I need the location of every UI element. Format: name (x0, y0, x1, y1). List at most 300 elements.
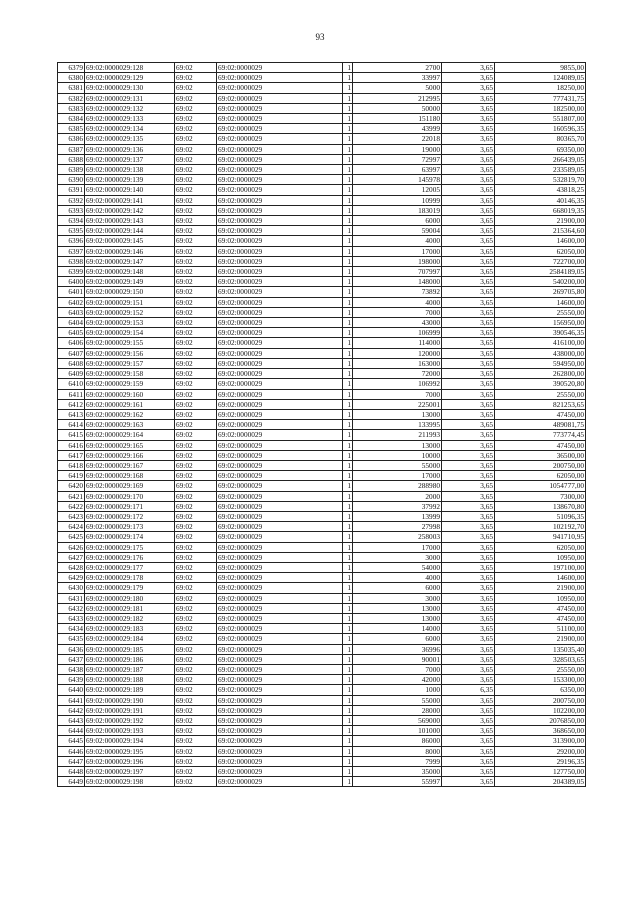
count-cell: 1 (343, 63, 353, 73)
table-row (58, 267, 586, 277)
count-cell: 1 (343, 277, 353, 287)
cadastral-number-cell: 69:02:0000029:163 (85, 420, 175, 430)
cadastral-number-cell: 69:02:0000029:172 (85, 511, 175, 521)
district-cell: 69:02 (175, 511, 217, 521)
rate-cell: 3,65 (442, 644, 495, 654)
cadastral-number-cell: 69:02:0000029:197 (85, 767, 175, 777)
area-cell: 12005 (353, 185, 442, 195)
sum-cell: 47450,00 (495, 603, 586, 613)
rate-cell: 3,65 (442, 165, 495, 175)
sum-cell: 182500,00 (495, 103, 586, 113)
cadastral-number-cell: 69:02:0000029:194 (85, 736, 175, 746)
rate-cell: 3,65 (442, 236, 495, 246)
row-number-cell: 6396 (58, 236, 85, 246)
area-cell: 17000 (353, 542, 442, 552)
row-number-cell: 6433 (58, 613, 85, 623)
rate-cell: 3,65 (442, 522, 495, 532)
sum-cell: 532819,70 (495, 175, 586, 185)
row-number-cell: 6437 (58, 654, 85, 664)
cadastral-number-cell: 69:02:0000029:149 (85, 277, 175, 287)
row-number-cell: 6403 (58, 307, 85, 317)
cadastral-number-cell: 69:02:0000029:173 (85, 522, 175, 532)
cadastral-number-cell: 69:02:0000029:154 (85, 328, 175, 338)
row-number-cell: 6445 (58, 736, 85, 746)
cadastral-number-cell: 69:02:0000029:185 (85, 644, 175, 654)
count-cell: 1 (343, 73, 353, 83)
row-number-cell: 6397 (58, 246, 85, 256)
cadastral-number-cell: 69:02:0000029:134 (85, 124, 175, 134)
row-number-cell: 6424 (58, 522, 85, 532)
district-cell: 69:02 (175, 246, 217, 256)
cadastral-number-cell: 69:02:0000029:187 (85, 664, 175, 674)
sum-cell: 102200,00 (495, 705, 586, 715)
rate-cell: 3,65 (442, 277, 495, 287)
sum-cell: 266439,05 (495, 154, 586, 164)
count-cell: 1 (343, 318, 353, 328)
count-cell: 1 (343, 338, 353, 348)
table-row (58, 348, 586, 358)
row-number-cell: 6448 (58, 767, 85, 777)
area-cell: 90001 (353, 654, 442, 664)
sum-cell: 416100,00 (495, 338, 586, 348)
table-row (58, 358, 586, 368)
table-row (58, 154, 586, 164)
row-number-cell: 6414 (58, 420, 85, 430)
cadastral-number-cell: 69:02:0000029:157 (85, 358, 175, 368)
row-number-cell: 6441 (58, 695, 85, 705)
block-cell: 69:02:0000029 (217, 226, 343, 236)
block-cell: 69:02:0000029 (217, 481, 343, 491)
table-row (58, 399, 586, 409)
area-cell: 198000 (353, 256, 442, 266)
row-number-cell: 6446 (58, 746, 85, 756)
cadastral-number-cell: 69:02:0000029:186 (85, 654, 175, 664)
cadastral-number-cell: 69:02:0000029:181 (85, 603, 175, 613)
block-cell: 69:02:0000029 (217, 726, 343, 736)
table-row (58, 440, 586, 450)
sum-cell: 29200,00 (495, 746, 586, 756)
district-cell: 69:02 (175, 277, 217, 287)
area-cell: 7999 (353, 756, 442, 766)
area-cell: 17000 (353, 246, 442, 256)
area-cell: 114000 (353, 338, 442, 348)
area-cell: 5000 (353, 83, 442, 93)
district-cell: 69:02 (175, 114, 217, 124)
sum-cell: 10950,00 (495, 593, 586, 603)
cadastral-number-cell: 69:02:0000029:144 (85, 226, 175, 236)
cadastral-number-cell: 69:02:0000029:142 (85, 205, 175, 215)
district-cell: 69:02 (175, 267, 217, 277)
row-number-cell: 6422 (58, 501, 85, 511)
row-number-cell: 6431 (58, 593, 85, 603)
sum-cell: 204389,05 (495, 777, 586, 787)
district-cell: 69:02 (175, 93, 217, 103)
count-cell: 1 (343, 420, 353, 430)
area-cell: 8000 (353, 746, 442, 756)
cadastral-number-cell: 69:02:0000029:130 (85, 83, 175, 93)
count-cell: 1 (343, 716, 353, 726)
cadastral-number-cell: 69:02:0000029:170 (85, 491, 175, 501)
rate-cell: 3,65 (442, 603, 495, 613)
cadastral-number-cell: 69:02:0000029:133 (85, 114, 175, 124)
table-row (58, 134, 586, 144)
table-row (58, 226, 586, 236)
rate-cell: 3,65 (442, 287, 495, 297)
count-cell: 1 (343, 624, 353, 634)
sum-cell: 368650,00 (495, 726, 586, 736)
cadastral-number-cell: 69:02:0000029:175 (85, 542, 175, 552)
district-cell: 69:02 (175, 573, 217, 583)
block-cell: 69:02:0000029 (217, 83, 343, 93)
area-cell: 86000 (353, 736, 442, 746)
row-number-cell: 6442 (58, 705, 85, 715)
area-cell: 569000 (353, 716, 442, 726)
block-cell: 69:02:0000029 (217, 522, 343, 532)
area-cell: 145978 (353, 175, 442, 185)
block-cell: 69:02:0000029 (217, 73, 343, 83)
block-cell: 69:02:0000029 (217, 491, 343, 501)
district-cell: 69:02 (175, 644, 217, 654)
table-row (58, 450, 586, 460)
cadastral-number-cell: 69:02:0000029:129 (85, 73, 175, 83)
row-number-cell: 6425 (58, 532, 85, 542)
area-cell: 2000 (353, 491, 442, 501)
count-cell: 1 (343, 736, 353, 746)
district-cell: 69:02 (175, 634, 217, 644)
block-cell: 69:02:0000029 (217, 603, 343, 613)
table-row (58, 103, 586, 113)
table-row (58, 552, 586, 562)
count-cell: 1 (343, 103, 353, 113)
table-row (58, 716, 586, 726)
rate-cell: 3,65 (442, 318, 495, 328)
block-cell: 69:02:0000029 (217, 705, 343, 715)
count-cell: 1 (343, 491, 353, 501)
row-number-cell: 6383 (58, 103, 85, 113)
count-cell: 1 (343, 297, 353, 307)
district-cell: 69:02 (175, 175, 217, 185)
table-row (58, 205, 586, 215)
district-cell: 69:02 (175, 450, 217, 460)
count-cell: 1 (343, 165, 353, 175)
area-cell: 54000 (353, 562, 442, 572)
row-number-cell: 6434 (58, 624, 85, 634)
row-number-cell: 6408 (58, 358, 85, 368)
row-number-cell: 6440 (58, 685, 85, 695)
block-cell: 69:02:0000029 (217, 307, 343, 317)
rate-cell: 3,65 (442, 307, 495, 317)
block-cell: 69:02:0000029 (217, 277, 343, 287)
count-cell: 1 (343, 348, 353, 358)
table-row (58, 460, 586, 470)
count-cell: 1 (343, 114, 353, 124)
table-row (58, 695, 586, 705)
sum-cell: 821253,65 (495, 399, 586, 409)
district-cell: 69:02 (175, 767, 217, 777)
row-number-cell: 6381 (58, 83, 85, 93)
area-cell: 133995 (353, 420, 442, 430)
block-cell: 69:02:0000029 (217, 685, 343, 695)
row-number-cell: 6404 (58, 318, 85, 328)
rate-cell: 3,65 (442, 73, 495, 83)
table-row (58, 63, 586, 73)
block-cell: 69:02:0000029 (217, 358, 343, 368)
district-cell: 69:02 (175, 144, 217, 154)
rate-cell: 3,65 (442, 695, 495, 705)
district-cell: 69:02 (175, 440, 217, 450)
rate-cell: 6,35 (442, 685, 495, 695)
row-number-cell: 6429 (58, 573, 85, 583)
district-cell: 69:02 (175, 552, 217, 562)
rate-cell: 3,65 (442, 338, 495, 348)
district-cell: 69:02 (175, 501, 217, 511)
rate-cell: 3,65 (442, 532, 495, 542)
row-number-cell: 6400 (58, 277, 85, 287)
block-cell: 69:02:0000029 (217, 175, 343, 185)
table-row (58, 236, 586, 246)
block-cell: 69:02:0000029 (217, 185, 343, 195)
count-cell: 1 (343, 216, 353, 226)
table-row (58, 83, 586, 93)
rate-cell: 3,65 (442, 409, 495, 419)
block-cell: 69:02:0000029 (217, 236, 343, 246)
sum-cell: 135035,40 (495, 644, 586, 654)
table-row (58, 195, 586, 205)
count-cell: 1 (343, 93, 353, 103)
row-number-cell: 6426 (58, 542, 85, 552)
area-cell: 4000 (353, 297, 442, 307)
rate-cell: 3,65 (442, 726, 495, 736)
row-number-cell: 6411 (58, 389, 85, 399)
table-row (58, 501, 586, 511)
row-number-cell: 6413 (58, 409, 85, 419)
rate-cell: 3,65 (442, 501, 495, 511)
rate-cell: 3,65 (442, 348, 495, 358)
row-number-cell: 6428 (58, 562, 85, 572)
cadastral-number-cell: 69:02:0000029:188 (85, 675, 175, 685)
sum-cell: 540200,00 (495, 277, 586, 287)
rate-cell: 3,65 (442, 583, 495, 593)
row-number-cell: 6435 (58, 634, 85, 644)
count-cell: 1 (343, 654, 353, 664)
district-cell: 69:02 (175, 103, 217, 113)
count-cell: 1 (343, 267, 353, 277)
row-number-cell: 6393 (58, 205, 85, 215)
table-row (58, 93, 586, 103)
table-row (58, 481, 586, 491)
district-cell: 69:02 (175, 746, 217, 756)
sum-cell: 200750,00 (495, 695, 586, 705)
count-cell: 1 (343, 369, 353, 379)
table-row (58, 756, 586, 766)
row-number-cell: 6379 (58, 63, 85, 73)
table-row (58, 522, 586, 532)
cadastral-number-cell: 69:02:0000029:168 (85, 471, 175, 481)
rate-cell: 3,65 (442, 379, 495, 389)
district-cell: 69:02 (175, 83, 217, 93)
count-cell: 1 (343, 767, 353, 777)
block-cell: 69:02:0000029 (217, 389, 343, 399)
block-cell: 69:02:0000029 (217, 63, 343, 73)
area-cell: 72000 (353, 369, 442, 379)
table-row (58, 767, 586, 777)
count-cell: 1 (343, 481, 353, 491)
block-cell: 69:02:0000029 (217, 216, 343, 226)
block-cell: 69:02:0000029 (217, 124, 343, 134)
district-cell: 69:02 (175, 256, 217, 266)
area-cell: 6000 (353, 634, 442, 644)
sum-cell: 25550,00 (495, 389, 586, 399)
row-number-cell: 6385 (58, 124, 85, 134)
area-cell: 120000 (353, 348, 442, 358)
district-cell: 69:02 (175, 481, 217, 491)
count-cell: 1 (343, 185, 353, 195)
count-cell: 1 (343, 307, 353, 317)
rate-cell: 3,65 (442, 297, 495, 307)
row-number-cell: 6406 (58, 338, 85, 348)
table-row (58, 634, 586, 644)
table-body (58, 63, 586, 787)
count-cell: 1 (343, 328, 353, 338)
block-cell: 69:02:0000029 (217, 450, 343, 460)
rate-cell: 3,65 (442, 767, 495, 777)
row-number-cell: 6392 (58, 195, 85, 205)
table-row (58, 746, 586, 756)
table-row (58, 573, 586, 583)
table-row (58, 409, 586, 419)
count-cell: 1 (343, 205, 353, 215)
area-cell: 27998 (353, 522, 442, 532)
cadastral-number-cell: 69:02:0000029:151 (85, 297, 175, 307)
block-cell: 69:02:0000029 (217, 471, 343, 481)
sum-cell: 51100,00 (495, 624, 586, 634)
block-cell: 69:02:0000029 (217, 256, 343, 266)
area-cell: 14000 (353, 624, 442, 634)
count-cell: 1 (343, 195, 353, 205)
rate-cell: 3,65 (442, 389, 495, 399)
row-number-cell: 6447 (58, 756, 85, 766)
count-cell: 1 (343, 511, 353, 521)
area-cell: 4000 (353, 236, 442, 246)
cadastral-number-cell: 69:02:0000029:182 (85, 613, 175, 623)
area-cell: 42000 (353, 675, 442, 685)
cadastral-number-cell: 69:02:0000029:198 (85, 777, 175, 787)
district-cell: 69:02 (175, 389, 217, 399)
block-cell: 69:02:0000029 (217, 379, 343, 389)
district-cell: 69:02 (175, 379, 217, 389)
row-number-cell: 6449 (58, 777, 85, 787)
row-number-cell: 6432 (58, 603, 85, 613)
sum-cell: 9855,00 (495, 63, 586, 73)
row-number-cell: 6430 (58, 583, 85, 593)
table-row (58, 532, 586, 542)
table-row (58, 277, 586, 287)
district-cell: 69:02 (175, 664, 217, 674)
rate-cell: 3,65 (442, 675, 495, 685)
cadastral-number-cell: 69:02:0000029:135 (85, 134, 175, 144)
cadastral-number-cell: 69:02:0000029:193 (85, 726, 175, 736)
rate-cell: 3,65 (442, 144, 495, 154)
rate-cell: 3,65 (442, 746, 495, 756)
table-row (58, 777, 586, 787)
area-cell: 3000 (353, 552, 442, 562)
rate-cell: 3,65 (442, 175, 495, 185)
area-cell: 13000 (353, 603, 442, 613)
rate-cell: 3,65 (442, 756, 495, 766)
table-row (58, 287, 586, 297)
count-cell: 1 (343, 695, 353, 705)
cadastral-number-cell: 69:02:0000029:152 (85, 307, 175, 317)
cadastral-number-cell: 69:02:0000029:171 (85, 501, 175, 511)
block-cell: 69:02:0000029 (217, 542, 343, 552)
district-cell: 69:02 (175, 369, 217, 379)
rate-cell: 3,65 (442, 736, 495, 746)
count-cell: 1 (343, 256, 353, 266)
district-cell: 69:02 (175, 124, 217, 134)
block-cell: 69:02:0000029 (217, 297, 343, 307)
row-number-cell: 6436 (58, 644, 85, 654)
row-number-cell: 6410 (58, 379, 85, 389)
block-cell: 69:02:0000029 (217, 736, 343, 746)
cadastral-number-cell: 69:02:0000029:141 (85, 195, 175, 205)
sum-cell: 62050,00 (495, 471, 586, 481)
sum-cell: 47450,00 (495, 440, 586, 450)
district-cell: 69:02 (175, 654, 217, 664)
sum-cell: 14600,00 (495, 573, 586, 583)
table-row (58, 338, 586, 348)
area-cell: 106999 (353, 328, 442, 338)
district-cell: 69:02 (175, 685, 217, 695)
area-cell: 13999 (353, 511, 442, 521)
count-cell: 1 (343, 83, 353, 93)
district-cell: 69:02 (175, 726, 217, 736)
row-number-cell: 6384 (58, 114, 85, 124)
area-cell: 13000 (353, 440, 442, 450)
table-row (58, 593, 586, 603)
count-cell: 1 (343, 246, 353, 256)
block-cell: 69:02:0000029 (217, 114, 343, 124)
count-cell: 1 (343, 501, 353, 511)
table-row (58, 654, 586, 664)
sum-cell: 10950,00 (495, 552, 586, 562)
district-cell: 69:02 (175, 471, 217, 481)
sum-cell: 62050,00 (495, 542, 586, 552)
row-number-cell: 6415 (58, 430, 85, 440)
sum-cell: 21900,00 (495, 583, 586, 593)
row-number-cell: 6399 (58, 267, 85, 277)
count-cell: 1 (343, 379, 353, 389)
rate-cell: 3,65 (442, 124, 495, 134)
cadastral-number-cell: 69:02:0000029:169 (85, 481, 175, 491)
rate-cell: 3,65 (442, 705, 495, 715)
rate-cell: 3,65 (442, 154, 495, 164)
area-cell: 4000 (353, 573, 442, 583)
sum-cell: 62050,00 (495, 246, 586, 256)
area-cell: 35000 (353, 767, 442, 777)
rate-cell: 3,65 (442, 134, 495, 144)
table-row (58, 175, 586, 185)
cadastral-number-cell: 69:02:0000029:177 (85, 562, 175, 572)
sum-cell: 6350,00 (495, 685, 586, 695)
sum-cell: 14600,00 (495, 236, 586, 246)
count-cell: 1 (343, 542, 353, 552)
district-cell: 69:02 (175, 675, 217, 685)
block-cell: 69:02:0000029 (217, 501, 343, 511)
count-cell: 1 (343, 705, 353, 715)
row-number-cell: 6423 (58, 511, 85, 521)
district-cell: 69:02 (175, 532, 217, 542)
table-row (58, 736, 586, 746)
